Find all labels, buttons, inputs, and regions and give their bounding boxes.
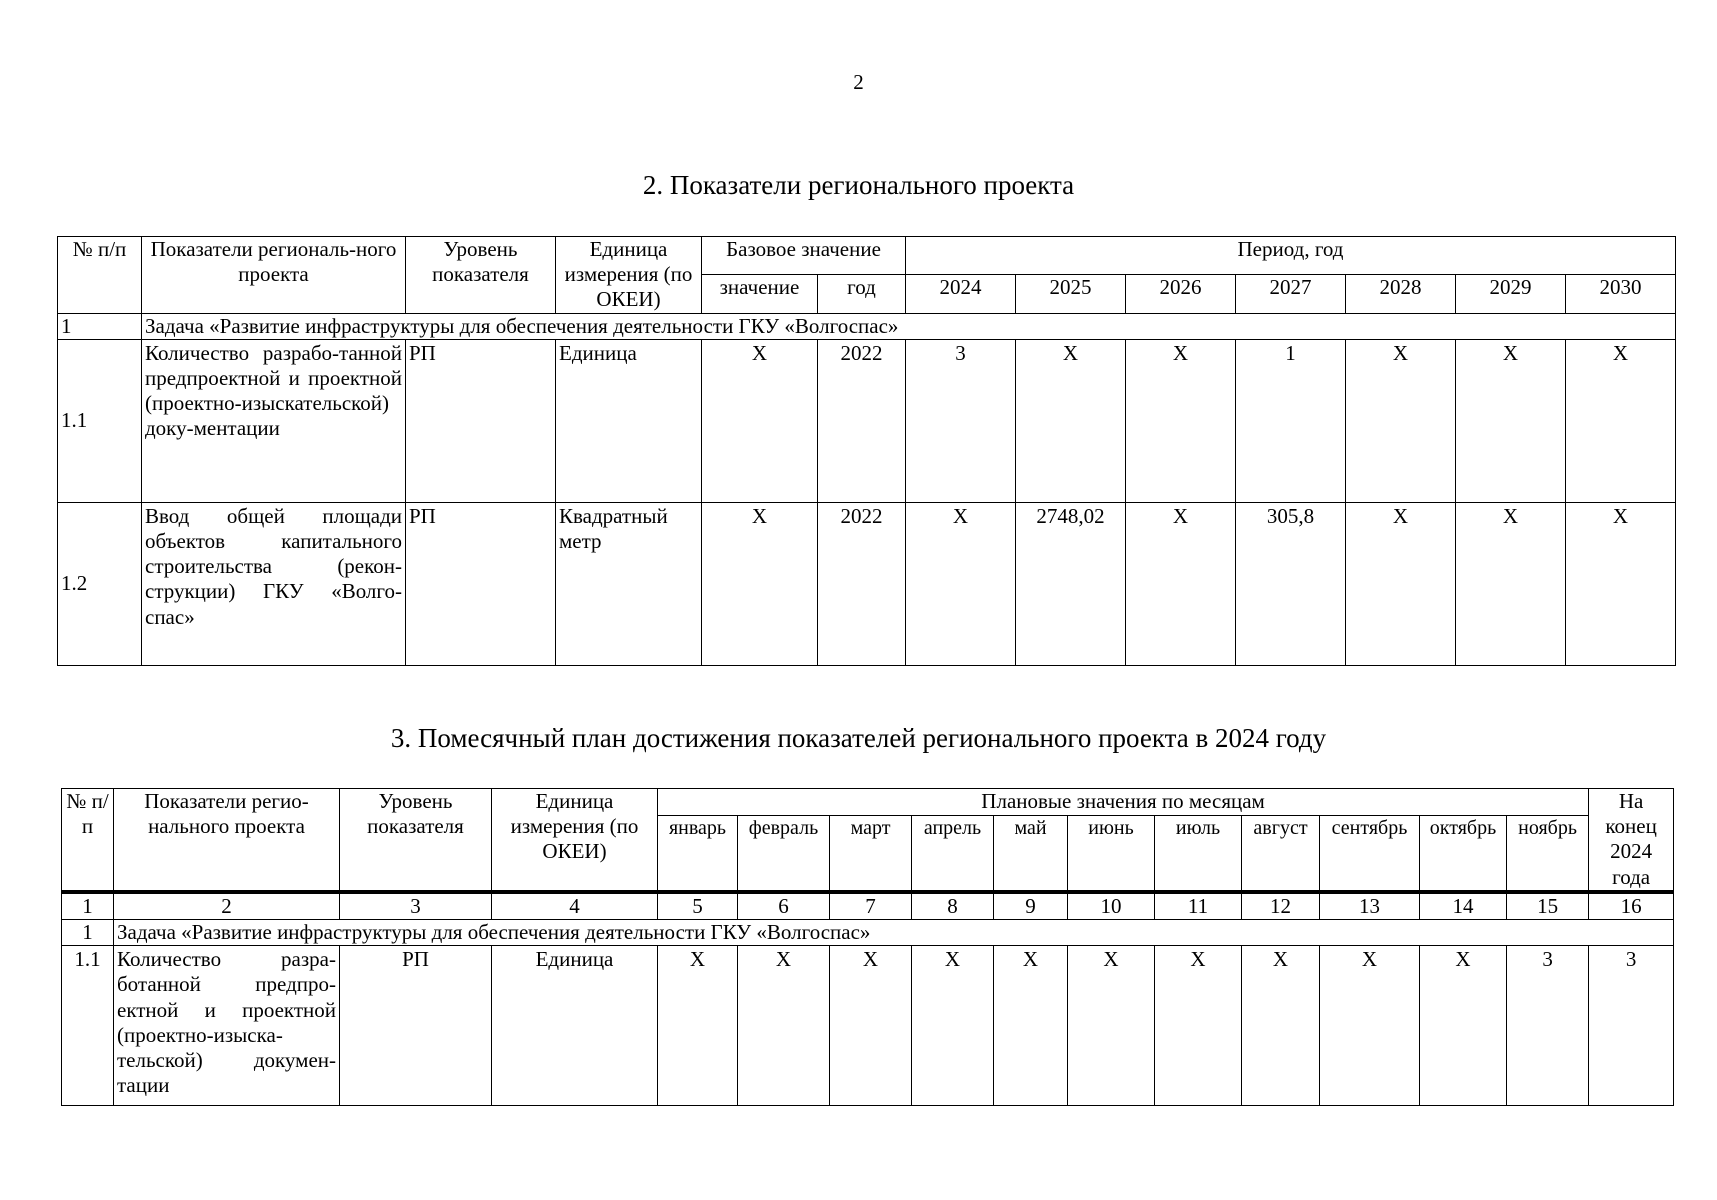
row-value: Х [830, 946, 912, 1106]
table-row [58, 502, 1676, 665]
row-end-value: 3 [1589, 946, 1674, 1106]
header-end: На конец 2024 года [1589, 789, 1674, 892]
header-year: 2028 [1346, 275, 1456, 313]
header-indicator: Показатели региональ-ного проекта [142, 237, 406, 314]
section3-title: 3. Помесячный план достижения показателей регионального проекта в 2024 году [390, 723, 1327, 753]
row-value: Х [906, 502, 1016, 665]
header-num: № п/п [62, 789, 114, 892]
column-number: 11 [1155, 892, 1242, 920]
page-number: 2 [853, 70, 864, 94]
header-month: март [830, 816, 912, 892]
header-month: октябрь [1420, 816, 1507, 892]
row-level: РП [406, 339, 556, 502]
header-unit: Единица измерения (по ОКЕИ) [492, 789, 658, 892]
task-text: Задача «Развитие инфраструктуры для обеспечения деятельности ГКУ «Волгоспас» [114, 919, 1674, 945]
task-row [58, 313, 1676, 339]
row-level: РП [340, 946, 492, 1106]
row-name: Количество разра-ботанной предпро-ектной и проектной (проектно-изыска-тельской) докумен-тации [114, 946, 340, 1106]
row-unit: Единица [492, 946, 658, 1106]
header-base-year: год [818, 275, 906, 313]
header-level: Уровень показателя [406, 237, 556, 314]
row-num: 1.2 [58, 502, 142, 665]
row-value: 305,8 [1236, 502, 1346, 665]
row-value: Х [1566, 502, 1676, 665]
header-row [58, 237, 1676, 275]
row-value: 3 [1507, 946, 1589, 1106]
table-row [58, 339, 1676, 502]
column-number: 5 [658, 892, 738, 920]
header-base-value: значение [702, 275, 818, 313]
row-value: Х [994, 946, 1068, 1106]
row-num: 1.1 [58, 339, 142, 502]
section2-title: 2. Показатели регионального проекта [642, 170, 1075, 200]
column-number: 2 [114, 892, 340, 920]
row-value: Х [1346, 502, 1456, 665]
column-number: 9 [994, 892, 1068, 920]
header-unit: Единица измерения (по ОКЕИ) [556, 237, 702, 314]
row-base-year: 2022 [818, 502, 906, 665]
row-value: 2748,02 [1016, 502, 1126, 665]
row-value: 1 [1236, 339, 1346, 502]
header-month: май [994, 816, 1068, 892]
row-value: Х [1420, 946, 1507, 1106]
header-indicator: Показатели регио-нального проекта [114, 789, 340, 892]
header-month: июль [1155, 816, 1242, 892]
row-value: Х [1155, 946, 1242, 1106]
header-period: Период, год [906, 237, 1676, 275]
column-number: 1 [62, 892, 114, 920]
column-number: 10 [1068, 892, 1155, 920]
row-value: Х [658, 946, 738, 1106]
row-value: Х [912, 946, 994, 1106]
table-row [62, 946, 1674, 1106]
task-num: 1 [62, 919, 114, 945]
header-year: 2027 [1236, 275, 1346, 313]
header-month: июнь [1068, 816, 1155, 892]
column-number: 6 [738, 892, 830, 920]
header-planned: Плановые значения по месяцам [658, 789, 1589, 816]
header-level: Уровень показателя [340, 789, 492, 892]
row-value: 3 [906, 339, 1016, 502]
row-value: Х [1126, 502, 1236, 665]
header-year: 2025 [1016, 275, 1126, 313]
row-name: Ввод общей площади объектов капитального строительства (рекон-струкции) ГКУ «Волго-спас» [142, 502, 406, 665]
row-value: Х [1068, 946, 1155, 1106]
column-number: 16 [1589, 892, 1674, 920]
row-name: Количество разрабо-танной предпроектной и проектной (проектно-изыскательской) доку-ментации [142, 339, 406, 502]
header-month: февраль [738, 816, 830, 892]
header-month: январь [658, 816, 738, 892]
header-month: ноябрь [1507, 816, 1589, 892]
column-number: 8 [912, 892, 994, 920]
column-number: 4 [492, 892, 658, 920]
column-number: 13 [1320, 892, 1420, 920]
row-value: Х [1016, 339, 1126, 502]
column-number: 14 [1420, 892, 1507, 920]
row-num: 1.1 [62, 946, 114, 1106]
row-base-value: Х [702, 339, 818, 502]
row-value: Х [1456, 339, 1566, 502]
row-value: Х [1242, 946, 1320, 1106]
header-row [62, 789, 1674, 816]
header-month: апрель [912, 816, 994, 892]
column-number-row [62, 892, 1674, 920]
row-unit: Квадратный метр [556, 502, 702, 665]
row-value: Х [1126, 339, 1236, 502]
indicators-table [57, 236, 1676, 666]
row-value: Х [1346, 339, 1456, 502]
header-num: № п/п [58, 237, 142, 314]
column-number: 15 [1507, 892, 1589, 920]
header-base: Базовое значение [702, 237, 906, 275]
row-value: Х [1320, 946, 1420, 1106]
row-value: Х [738, 946, 830, 1106]
header-year: 2029 [1456, 275, 1566, 313]
header-month: август [1242, 816, 1320, 892]
task-num: 1 [58, 313, 142, 339]
row-value: Х [1566, 339, 1676, 502]
row-base-year: 2022 [818, 339, 906, 502]
row-level: РП [406, 502, 556, 665]
task-row [62, 919, 1674, 945]
column-number: 12 [1242, 892, 1320, 920]
header-year: 2026 [1126, 275, 1236, 313]
row-value: Х [1456, 502, 1566, 665]
monthly-plan-table [61, 788, 1674, 1106]
column-number: 3 [340, 892, 492, 920]
column-number: 7 [830, 892, 912, 920]
row-base-value: Х [702, 502, 818, 665]
header-year: 2024 [906, 275, 1016, 313]
header-month: сентябрь [1320, 816, 1420, 892]
header-year: 2030 [1566, 275, 1676, 313]
row-unit: Единица [556, 339, 702, 502]
task-text: Задача «Развитие инфраструктуры для обеспечения деятельности ГКУ «Волгоспас» [142, 313, 1676, 339]
